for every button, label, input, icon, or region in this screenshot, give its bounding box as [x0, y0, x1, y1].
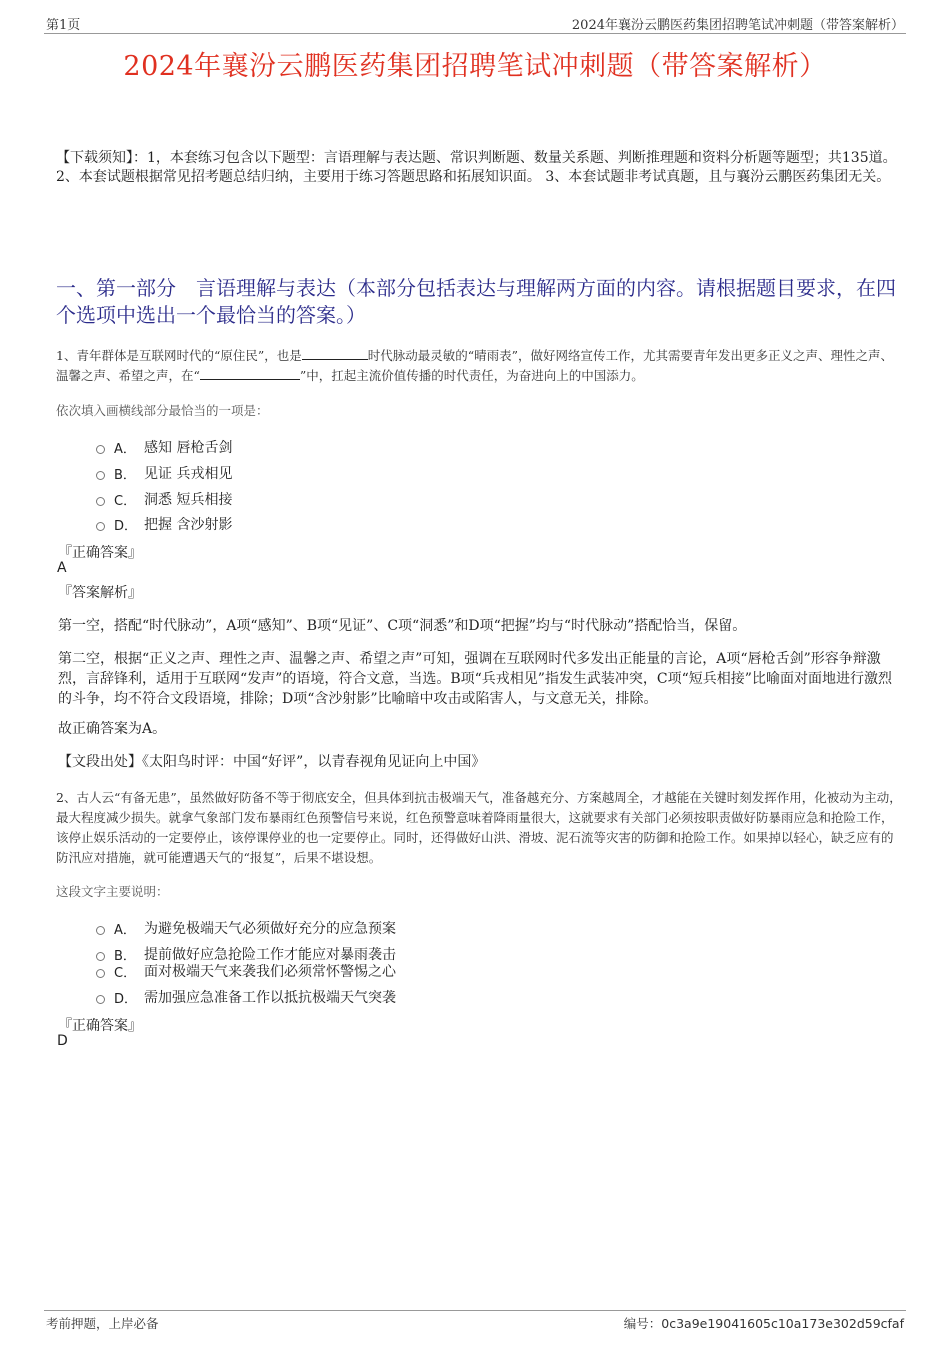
question-1-text-a: 1、青年群体是互联网时代的“原住民”，也是	[56, 348, 302, 363]
page-title: 2024年襄汾云鹏医药集团招聘笔试冲刺题（带答案解析）	[123, 51, 827, 82]
radio-icon[interactable]	[96, 445, 105, 454]
section-title: 一、第一部分 言语理解与表达（本部分包括表达与理解两方面的内容。请根据题目要求，在四个选项中选出一个最恰当的答案。）	[56, 276, 896, 327]
radio-icon[interactable]	[96, 952, 105, 961]
radio-icon[interactable]	[96, 995, 105, 1004]
fill-blank-2	[200, 366, 300, 380]
radio-icon[interactable]	[96, 471, 105, 480]
question-1-analysis-label: 『答案解析』	[58, 585, 142, 601]
question-1-answer: A	[57, 560, 67, 576]
question-2-option-c[interactable]: C． 面对极端天气来袭我们必须常怀警惕之心	[96, 961, 396, 981]
question-1-text	[56, 346, 902, 386]
question-1-option-b[interactable]: B． 见证 兵戎相见	[96, 463, 232, 483]
question-2-option-a[interactable]: A． 为避免极端天气必须做好充分的应急预案	[96, 918, 396, 938]
question-2-option-d[interactable]: D． 需加强应急准备工作以抵抗极端天气突袭	[96, 987, 396, 1007]
radio-icon[interactable]	[96, 969, 105, 978]
question-1-answer-label: 『正确答案』	[58, 545, 142, 561]
header-divider	[44, 33, 906, 34]
question-2-option-b[interactable]: B． 提前做好应急抢险工作才能应对暴雨袭击	[96, 944, 396, 964]
footer-code-value: 0c3a9e19041605c10a173e302d59cfaf	[661, 1316, 904, 1331]
question-1-source: 【文段出处】《太阳鸟时评：中国“好评”，以青春视角见证向上中国》	[58, 754, 486, 770]
fill-blank-1	[302, 346, 368, 360]
question-2-answer: D	[57, 1033, 68, 1049]
question-1-option-a[interactable]: A． 感知 唇枪舌剑	[96, 437, 232, 457]
question-1-option-c[interactable]: C． 洞悉 短兵相接	[96, 489, 232, 509]
footer-divider	[44, 1310, 906, 1311]
question-1-analysis-2: 第二空，根据“正义之声、理性之声、温馨之声、希望之声”可知，强调在互联网时代多发出正能量的言论，A项“唇枪舌剑”形容争辩激烈，言辞锋利，适用于互联网“发声”的语境，符合文意，当选。B项“兵戎相见”指发生武装冲突，C项“短兵相接”比喻面对面地进行激烈的斗争，均不符合文段语境，排除；D项“含沙射影”比喻暗中攻击或陷害人，与文意无关，排除。	[58, 651, 892, 707]
question-1-analysis-3: 故正确答案为A。	[58, 721, 167, 737]
header-page-number: 第1页	[46, 18, 81, 33]
question-1-text-b: 时代脉动最灵敏的“晴雨表”，做好网络宣传工作，尤其需要青年发出更多正义之声、理性之声、温馨之声、希望之声，在“	[56, 348, 894, 383]
question-1-option-d[interactable]: D． 把握 含沙射影	[96, 514, 232, 534]
question-2-answer-label: 『正确答案』	[58, 1018, 142, 1034]
footer-code-label: 编号：	[623, 1316, 662, 1331]
question-2-text: 2、古人云“有备无患”，虽然做好防备不等于彻底安全，但具体到抗击极端天气，准备越充分、方案越周全，才越能在关键时刻发挥作用，化被动为主动，最大程度减少损失。就拿气象部门发布暴雨红色预警信号来说，红色预警意味着降雨量很大，这就要求有关部门必须按职责做好防暴雨应急和抢险工作，该停止娱乐活动的一定要停止，该停课停业的也一定要停止。同时，还得做好山洪、滑坡、泥石流等灾害的防御和抢险工作。如果掉以轻心，缺乏应有的防汛应对措施，就可能遭遇天气的“报复”，后果不堪设想。	[56, 790, 902, 865]
footer-slogan: 考前押题，上岸必备	[46, 1316, 159, 1331]
question-1-text-c: ”中，扛起主流价值传播的时代责任，为奋进向上的中国添力。	[299, 368, 644, 383]
question-1-analysis-1: 第一空，搭配“时代脉动”，A项“感知”、B项“见证”、C项“洞悉”和D项“把握”均与“时代脉动”搭配恰当，保留。	[58, 618, 747, 634]
download-notice: 【下载须知】：1，本套练习包含以下题型：言语理解与表达题、常识判断题、数量关系题、判断推理题和资料分析题等题型；共135道。 2、本套试题根据常见招考题总结归纳，主要用于练习答题思路和拓展知识面。 3、本套试题非考试真题，且与襄汾云鹏医药集团无关。	[56, 150, 897, 185]
question-1-prompt: 依次填入画横线部分最恰当的一项是：	[56, 403, 269, 418]
radio-icon[interactable]	[96, 926, 105, 935]
header-doc-title: 2024年襄汾云鹏医药集团招聘笔试冲刺题（带答案解析）	[571, 18, 904, 33]
question-2-prompt: 这段文字主要说明：	[56, 884, 169, 899]
radio-icon[interactable]	[96, 497, 105, 506]
radio-icon[interactable]	[96, 522, 105, 531]
footer-code	[624, 1314, 904, 1332]
